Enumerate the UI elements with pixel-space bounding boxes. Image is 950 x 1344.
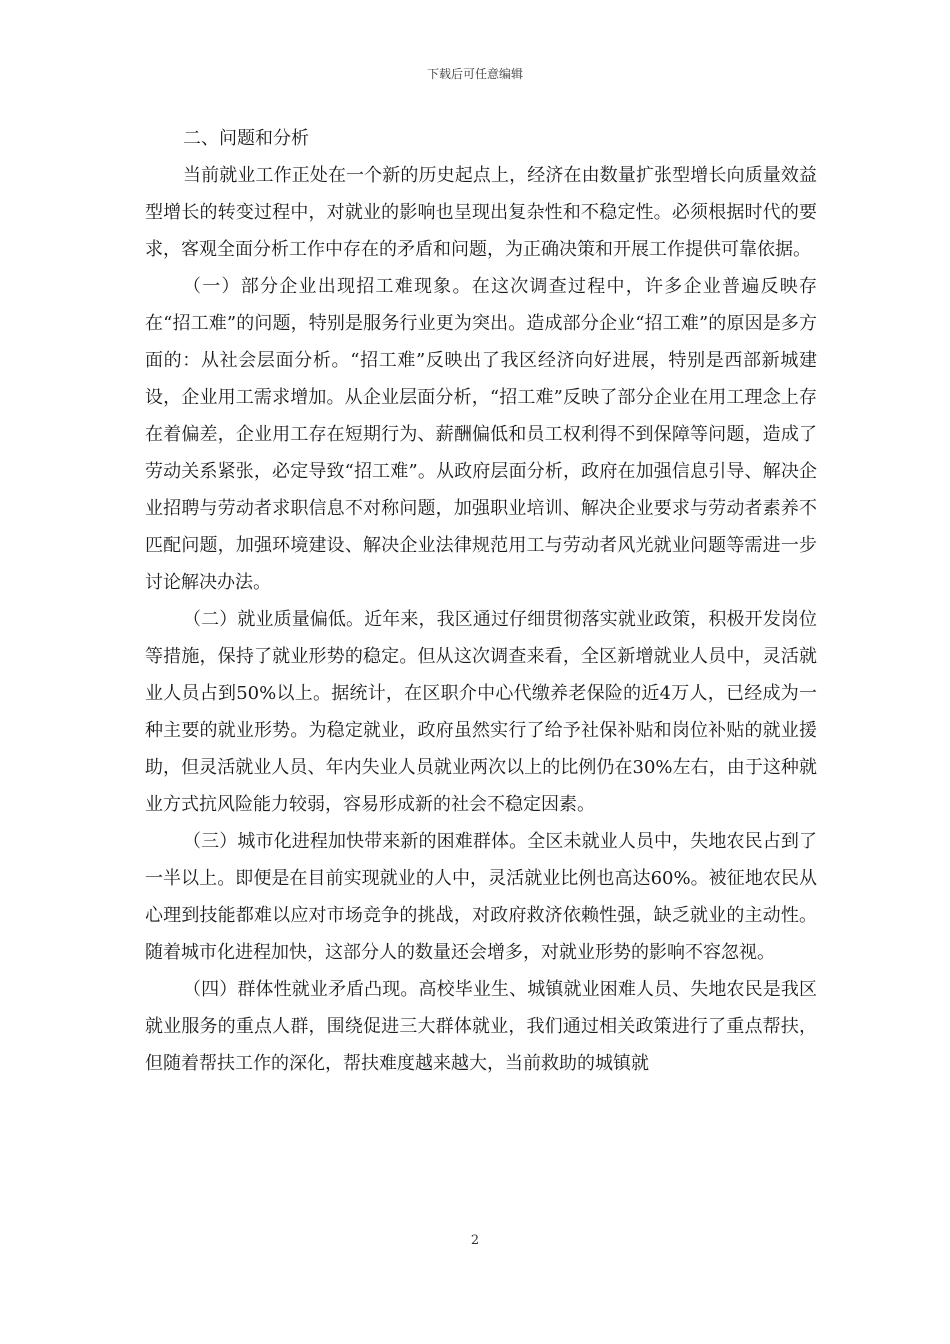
paragraph-recruitment-difficulty: （一）部分企业出现招工难现象。在这次调查过程中，许多企业普遍反映存在“招工难”的问题，特别是服务行业更为突出。造成部分企业“招工难”的原因是多方面的：从社会层面分析。“招工难”反映出了我区经济向好进展，特别是西部新城建设，企业用工需求增加。从企业层面分析，“招工难”反映了部分企业在用工理念上存在着偏差，企业用工存在短期行为、薪酬偏低和员工权利得不到保障等问题，造成了劳动关系紧张，必定导致“招工难”。从政府层面分析，政府在加强信息引导、解决企业招聘与劳动者求职信息不对称问题，加强职业培训、解决企业要求与劳动者素养不匹配问题，加强环境建设、解决企业法律规范用工与劳动者风光就业问题等需进一步讨论解决办法。 (145, 276, 817, 593)
paragraph-intro: 当前就业工作正处在一个新的历史起点上，经济在由数量扩张型增长向质量效益型增长的转变过程中，对就业的影响也呈现出复杂性和不稳定性。必须根据时代的要求，客观全面分析工作中存在的矛盾和问题，为正确决策和开展工作提供可靠依据。 (145, 165, 817, 260)
page-header: 下载后可任意编辑 (426, 67, 523, 81)
paragraph-employment-quality: （二）就业质量偏低。近年来，我区通过仔细贯彻落实就业政策，积极开发岗位等措施，保持了就业形势的稳定。但从这次调查来看，全区新增就业人员中，灵活就业人员占到50%以上。据统计，在区职介中心代缴养老保险的近4万人，已经成为一种主要的就业形势。为稳定就业，政府虽然实行了给予社保补贴和岗位补贴的就业援助，但灵活就业人员、年内失业人员就业两次以上的比例仍在30%左右，由于这种就业方式抗风险能力较弱，容易形成新的社会不稳定因素。 (145, 609, 817, 815)
paragraph-urbanization: （三）城市化进程加快带来新的困难群体。全区未就业人员中，失地农民占到了一半以上。即便是在目前实现就业的人中，灵活就业比例也高达60%。被征地农民从心理到技能都难以应对市场竞争的挑战，对政府救济依赖性强，缺乏就业的主动性。随着城市化进程加快，这部分人的数量还会增多，对就业形势的影响不容忽视。 (145, 831, 817, 963)
paragraph-group-conflicts: （四）群体性就业矛盾凸现。高校毕业生、城镇就业困难人员、失地农民是我区就业服务的重点人群，围绕促进三大群体就业，我们通过相关政策进行了重点帮扶，但随着帮扶工作的深化，帮扶难度越来越大，当前救助的城镇就 (145, 979, 817, 1074)
page-number: 2 (470, 1233, 480, 1248)
section-heading: 二、问题和分析 (183, 128, 309, 149)
document-body (145, 120, 817, 1082)
